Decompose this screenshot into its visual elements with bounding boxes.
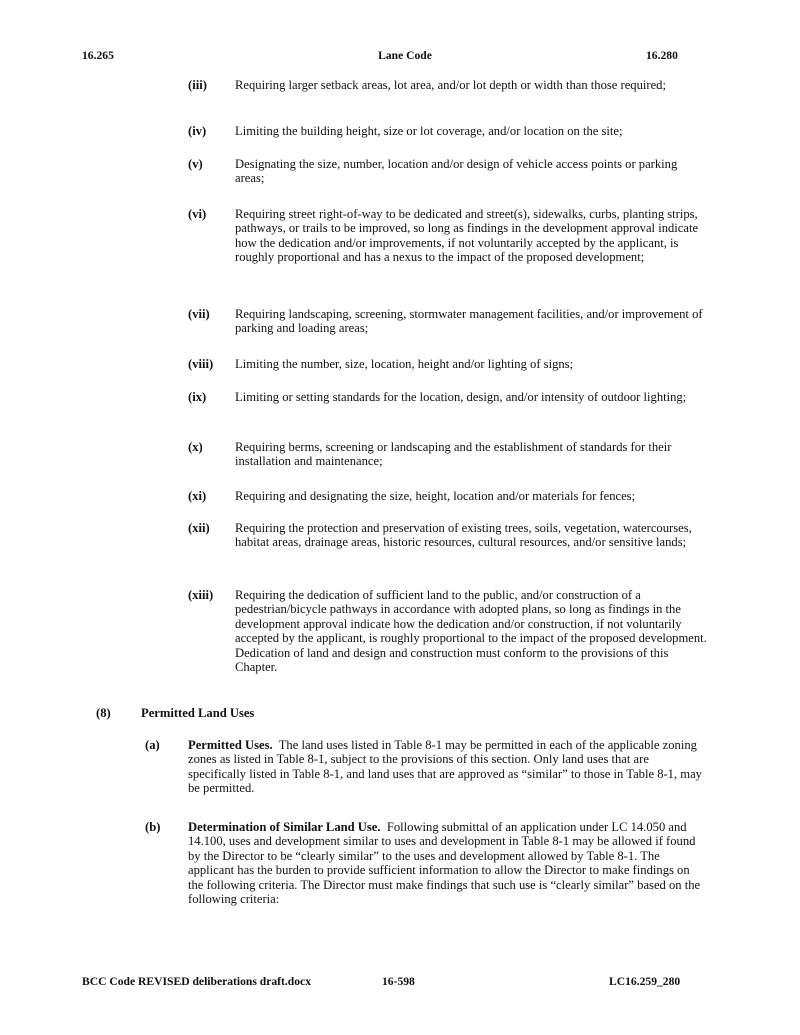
list-item <box>188 489 708 503</box>
list-item <box>188 78 708 92</box>
item-text: Requiring landscaping, screening, stormwater management facilities, and/or improvement of parking and loading areas; <box>235 307 703 336</box>
item-number: (iii) <box>188 78 207 92</box>
list-item <box>188 157 708 186</box>
item-text: Requiring berms, screening or landscaping and the establishment of standards for their installation and maintenance; <box>235 440 672 469</box>
footer-filename: BCC Code REVISED deliberations draft.docx <box>82 975 311 988</box>
list-item <box>188 588 708 674</box>
subsection-title: Determination of Similar Land Use. <box>188 820 381 834</box>
item-text: Requiring street right-of-way to be dedicated and street(s), sidewalks, curbs, planting strips, pathways, or trails to be improved, so long as findings in the development approval indicate how the dedication and/or improvements, if not voluntarily accepted by the applicant, is roughly proportional and has a nexus to the impact of the proposed development; <box>235 207 699 265</box>
item-number: (vii) <box>188 307 210 321</box>
section-number: (8) <box>96 706 111 720</box>
section-title: Permitted Land Uses <box>141 706 255 720</box>
item-text: Limiting the building height, size or lot coverage, and/or location on the site; <box>235 124 623 138</box>
item-text: Requiring the dedication of sufficient land to the public, and/or construction of a pedestrian/bicycle pathways in accordance with adopted plans, so long as findings in the development approval indicate how the dedication and/or construction, if not voluntarily accepted by the applicant, is roughly proportional to the impact of the proposed development. Dedication of land and design and construction must conform to the provisions of this Chapter. <box>235 588 707 675</box>
list-item <box>188 307 708 336</box>
header-section-end: 16.280 <box>646 49 678 62</box>
item-number: (xii) <box>188 521 210 535</box>
item-number: (vi) <box>188 207 207 221</box>
item-text: Designating the size, number, location and/or design of vehicle access points or parking areas; <box>235 157 678 186</box>
subsection-number: (a) <box>145 738 160 752</box>
footer-page-number: 16-598 <box>382 975 415 988</box>
subsection-title: Permitted Uses. <box>188 738 273 752</box>
item-number: (xi) <box>188 489 207 503</box>
item-text: Limiting or setting standards for the location, design, and/or intensity of outdoor lighting; <box>235 390 687 404</box>
subsection-text: The land uses listed in Table 8-1 may be permitted in each of the applicable zoning zones as listed in Table 8-1, subject to the provisions of this section. Only land uses that are specifically listed in Table 8-1, and land uses that are approved as “similar” to those in Table 8-1, may be permitted. <box>188 738 702 796</box>
subsection-body <box>188 738 707 796</box>
item-number: (ix) <box>188 390 207 404</box>
item-number: (iv) <box>188 124 207 138</box>
list-item <box>188 521 708 550</box>
list-item <box>188 440 708 469</box>
section-heading <box>96 706 254 720</box>
item-text: Requiring larger setback areas, lot area, and/or lot depth or width than those required; <box>235 78 666 92</box>
header-section-start: 16.265 <box>82 49 114 62</box>
list-item <box>188 207 708 265</box>
item-number: (viii) <box>188 357 214 371</box>
list-item <box>188 124 708 138</box>
list-item <box>188 357 708 371</box>
item-text: Limiting the number, size, location, height and/or lighting of signs; <box>235 357 574 371</box>
subsection <box>145 738 707 796</box>
item-number: (v) <box>188 157 203 171</box>
subsection-text: Following submittal of an application under LC 14.050 and 14.100, uses and development similar to uses and development in Table 8-1 may be allowed if found by the Director to be “clearly similar” to the uses and development allowed by Table 8-1. The applicant has the burden to provide sufficient information to allow the Director to make findings on the following criteria. The Director must make findings that such use is “clearly similar” based on the following criteria: <box>188 820 701 907</box>
header-title: Lane Code <box>378 49 432 62</box>
list-item <box>188 390 708 404</box>
subsection-number: (b) <box>145 820 161 834</box>
item-text: Requiring the protection and preservation of existing trees, soils, vegetation, watercourses, habitat areas, drainage areas, historic resources, cultural resources, and/or sensitive lands; <box>235 521 692 550</box>
subsection-body <box>188 820 707 906</box>
subsection <box>145 820 707 906</box>
item-text: Requiring and designating the size, height, location and/or materials for fences; <box>235 489 636 503</box>
footer-reference: LC16.259_280 <box>609 975 681 988</box>
item-number: (x) <box>188 440 203 454</box>
item-number: (xiii) <box>188 588 214 602</box>
